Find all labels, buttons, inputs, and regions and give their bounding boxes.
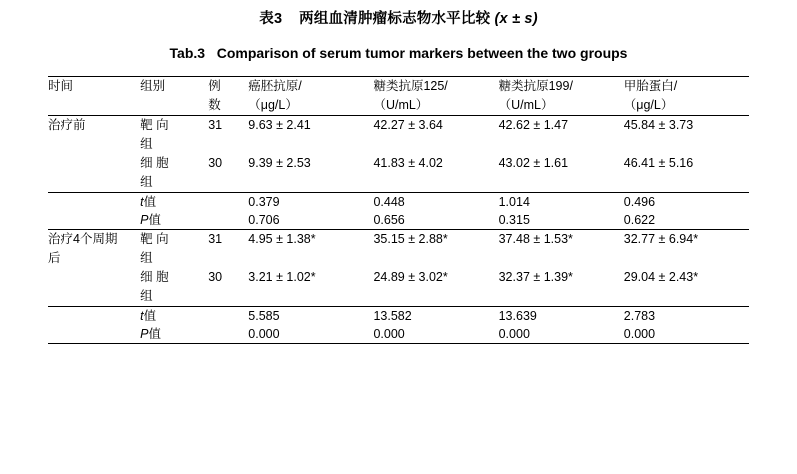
cell-time	[48, 307, 140, 326]
table-caption-en: Comparison of serum tumor markers between the two groups	[216, 45, 628, 61]
header-cell-n	[208, 77, 248, 116]
cell-ca125: 24.89 ± 3.02*	[373, 270, 448, 284]
cell-ca125: 42.27 ± 3.64	[373, 116, 498, 155]
header-n-line1: 例	[208, 79, 221, 93]
cell-statistic-label	[140, 193, 208, 212]
header-ca125-line2: （U/mL）	[373, 98, 429, 112]
statistic-symbol: t	[140, 195, 144, 209]
cell-cea: 0.706	[248, 213, 280, 227]
statistic-symbol: P	[140, 327, 149, 341]
time-label-line1: 治疗前	[48, 118, 86, 132]
header-afp-line2: （μg/L）	[623, 98, 674, 112]
cell-time	[48, 230, 140, 269]
cell-cea: 9.63 ± 2.41	[248, 116, 373, 155]
group-label-line2: 组	[140, 175, 153, 189]
header-cell-ca199	[499, 77, 624, 116]
time-label-line1: 治疗4个周期	[48, 232, 118, 246]
header-cea-line2: （μg/L）	[248, 98, 298, 112]
cell-time	[48, 211, 140, 230]
cell-time	[48, 116, 140, 155]
group-label-line1: 靶 向	[140, 232, 169, 246]
cell-ca199: 13.639	[499, 307, 624, 326]
header-cea-line1: 癌胚抗原/	[248, 79, 302, 93]
document-page	[0, 9, 797, 474]
cell-time	[48, 154, 140, 193]
cell-n	[208, 193, 248, 212]
table-number-zh: 表3	[259, 11, 283, 27]
header-cell-cea	[248, 77, 373, 116]
header-cell-time	[48, 77, 140, 116]
group-label-line1: 靶 向	[140, 118, 169, 132]
cell-ca199: 1.014	[499, 193, 624, 212]
table-row	[48, 268, 749, 307]
cell-afp: 0.000	[623, 327, 656, 341]
cell-ca199: 43.02 ± 1.61	[498, 156, 569, 170]
cell-cea: 9.39 ± 2.53	[248, 156, 311, 170]
statistic-suffix: 值	[148, 213, 161, 227]
cell-n	[208, 307, 248, 326]
statistic-suffix: 值	[148, 327, 161, 341]
header-afp-line1: 甲胎蛋白/	[623, 79, 678, 93]
cell-time	[48, 325, 140, 344]
cell-afp: 29.04 ± 2.43*	[623, 270, 699, 284]
cell-afp: 0.496	[624, 193, 749, 212]
cell-afp: 2.783	[624, 307, 749, 326]
cell-cea: 4.95 ± 1.38*	[248, 230, 373, 269]
header-cell-afp	[624, 77, 749, 116]
statistic-suffix: 值	[143, 309, 157, 323]
cell-statistic-label	[140, 211, 208, 230]
cell-n: 30	[208, 270, 223, 284]
cell-n: 31	[208, 116, 248, 155]
cell-afp: 45.84 ± 3.73	[624, 116, 749, 155]
cell-statistic-label	[140, 325, 208, 344]
table-caption-zh: 两组血清肿瘤标志物水平比较	[299, 11, 491, 27]
table-row	[48, 230, 749, 269]
cell-cea: 0.000	[248, 327, 280, 341]
table-header-row	[48, 77, 749, 116]
cell-group	[140, 268, 208, 307]
group-label-line2: 组	[140, 137, 153, 151]
table-row	[48, 116, 749, 155]
header-cell-group	[140, 77, 208, 116]
header-group-line1: 组别	[140, 79, 166, 93]
cell-ca125: 0.656	[373, 213, 405, 227]
table-title-english	[48, 43, 749, 63]
table-row-statistic	[48, 325, 749, 344]
cell-cea: 0.379	[248, 193, 373, 212]
header-ca125-line1: 糖类抗原125/	[373, 79, 448, 93]
cell-n	[208, 325, 248, 344]
table-row	[48, 154, 749, 193]
cell-ca199: 0.315	[498, 213, 530, 227]
cell-time	[48, 193, 140, 212]
cell-afp: 0.622	[623, 213, 656, 227]
cell-time	[48, 268, 140, 307]
group-label-line2: 组	[140, 251, 153, 265]
table-row-statistic	[48, 211, 749, 230]
cell-ca125: 0.448	[373, 193, 498, 212]
cell-n: 31	[208, 230, 248, 269]
group-label-line1: 细 胞	[140, 270, 169, 284]
cell-cea: 5.585	[248, 307, 373, 326]
header-ca199-line1: 糖类抗原199/	[498, 79, 573, 93]
cell-ca125: 41.83 ± 4.02	[373, 156, 443, 170]
cell-ca125: 0.000	[373, 327, 405, 341]
cell-cea: 3.21 ± 1.02*	[248, 270, 316, 284]
header-time-line1: 时间	[48, 79, 74, 93]
cell-group	[140, 154, 208, 193]
cell-ca199: 32.37 ± 1.39*	[498, 270, 573, 284]
data-table	[48, 76, 749, 344]
group-label-line2: 组	[140, 289, 153, 303]
cell-ca199: 37.48 ± 1.53*	[499, 230, 624, 269]
cell-group	[140, 116, 208, 155]
header-ca199-line2: （U/mL）	[498, 98, 554, 112]
cell-ca125: 13.582	[373, 307, 498, 326]
cell-n: 30	[208, 156, 223, 170]
header-n-line2: 数	[208, 98, 221, 112]
table-caption-zh-stat: (x ± s)	[494, 11, 538, 27]
table-title-chinese	[48, 9, 749, 29]
table-row-statistic	[48, 307, 749, 326]
table-bottom-rule	[48, 344, 749, 345]
table-number-en: Tab.3	[169, 45, 206, 61]
statistic-suffix: 值	[143, 195, 157, 209]
header-cell-ca125	[373, 77, 498, 116]
cell-ca199: 42.62 ± 1.47	[499, 116, 624, 155]
statistic-symbol: P	[140, 213, 149, 227]
cell-afp: 32.77 ± 6.94*	[624, 230, 749, 269]
group-label-line1: 细 胞	[140, 156, 169, 170]
cell-ca199: 0.000	[498, 327, 530, 341]
cell-ca125: 35.15 ± 2.88*	[373, 230, 498, 269]
time-label-line2: 后	[48, 251, 61, 265]
cell-statistic-label	[140, 307, 208, 326]
cell-afp: 46.41 ± 5.16	[623, 156, 694, 170]
statistic-symbol: t	[140, 309, 144, 323]
cell-n	[208, 211, 248, 230]
cell-group	[140, 230, 208, 269]
table-row-statistic	[48, 193, 749, 212]
